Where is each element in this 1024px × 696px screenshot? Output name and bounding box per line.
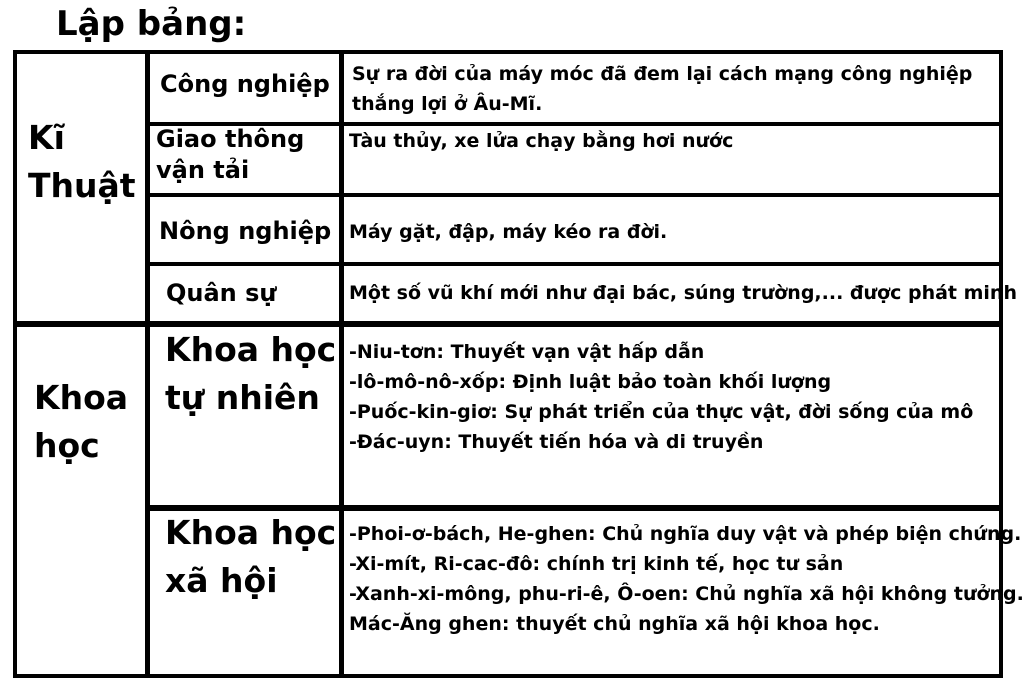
field-label: Khoa học xã hội [165,513,337,600]
category-label: Kĩ Thuật [28,118,136,205]
table-divider [339,52,344,676]
table-divider [148,193,1001,197]
field-label: Quân sự [166,279,277,307]
table-divider [145,52,150,676]
field-content: Tàu thủy, xe lửa chạy bằng hơi nước [349,130,734,152]
field-content: -Phoi-ơ-bách, He-ghen: Chủ nghĩa duy vật và phép biện chứng. -Xi-mít, Ri-cac-đô: chính trị kinh tế, học tư sản -Xanh-xi-mông, phu-ri-ê, Ô-oen: Chủ nghĩa xã hội không tưởng. Mác-Ăng ghen: thuyết chủ nghĩa xã hội khoa học. [349,523,1024,636]
field-content: Một số vũ khí mới như đại bác, súng trường,... được phát minh [349,282,1017,304]
category-label: Khoa học [34,378,129,465]
table-divider [15,321,1001,327]
field-content: -Niu-tơn: Thuyết vạn vật hấp dẫn -lô-mô-nô-xốp: Định luật bảo toàn khối lượng -Puốc-kin-giơ: Sự phát triển của thực vật, đời sống của mô -Đác-uyn: Thuyết tiến hóa và di truyền [349,341,974,454]
field-label: Công nghiệp [160,70,330,98]
page-title: Lập bảng: [56,4,247,44]
field-label: Nông nghiệp [159,217,332,245]
table-divider [148,262,1001,266]
field-content: Máy gặt, đập, máy kéo ra đời. [349,221,668,243]
field-label: Giao thông vận tải [156,125,305,184]
field-label: Khoa học tự nhiên [165,330,337,417]
field-content: Sự ra đời của máy móc đã đem lại cách mạng công nghiệp thắng lợi ở Âu-Mĩ. [352,63,973,116]
